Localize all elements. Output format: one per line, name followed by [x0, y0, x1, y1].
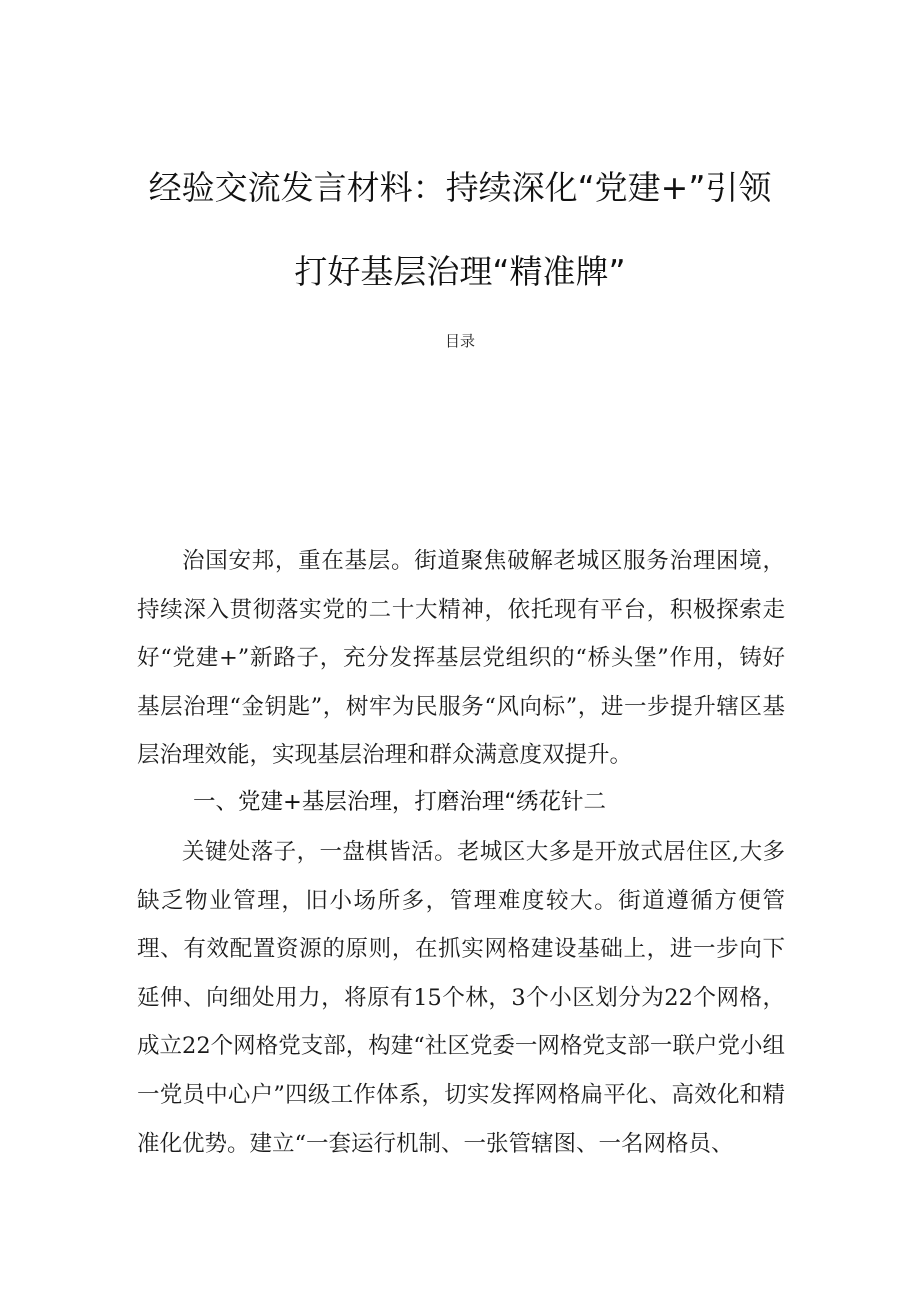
section-1-heading: 一、党建+基层治理，打磨治理“绣花针二	[193, 789, 607, 815]
intro-paragraph: 治国安邦，重在基层。街道聚焦破解老城区服务治理困境，持续深入贯彻落实党的二十大精神，依托现有平台，积极探索走好“党建+”新路子，充分发挥基层党组织的“桥头堡”作用，铸好基层治理“金钥匙”，树牢为民服务“风向标”，进一步提升辖区基层治理效能，实现基层治理和群众满意度双提升。	[137, 548, 785, 769]
document-title-line-2: 打好基层治理“精准牌”	[294, 252, 626, 291]
section-1-paragraph: 关键处落子，一盘棋皆活。老城区大多是开放式居住区,大多缺乏物业管理，旧小场所多，管理难度较大。街道遵循方便管理、有效配置资源的原则，在抓实网格建设基础上，进一步向下延伸、向细处用力，将原有15个林，3个小区划分为22个网格，成立22个网格党支部，构建“社区党委一网格党支部一联户党小组一党员中心户”四级工作体系，切实发挥网格扁平化、高效化和精准化优势。建立“一套运行机制、一张管辖图、一名网格员、	[137, 839, 785, 1157]
table-of-contents-label: 目录	[444, 332, 475, 350]
section-1-paragraph-block	[137, 828, 785, 1168]
document-title-line-1: 经验交流发言材料：持续深化“党建+”引领	[148, 168, 772, 207]
intro-paragraph-block	[137, 537, 785, 780]
